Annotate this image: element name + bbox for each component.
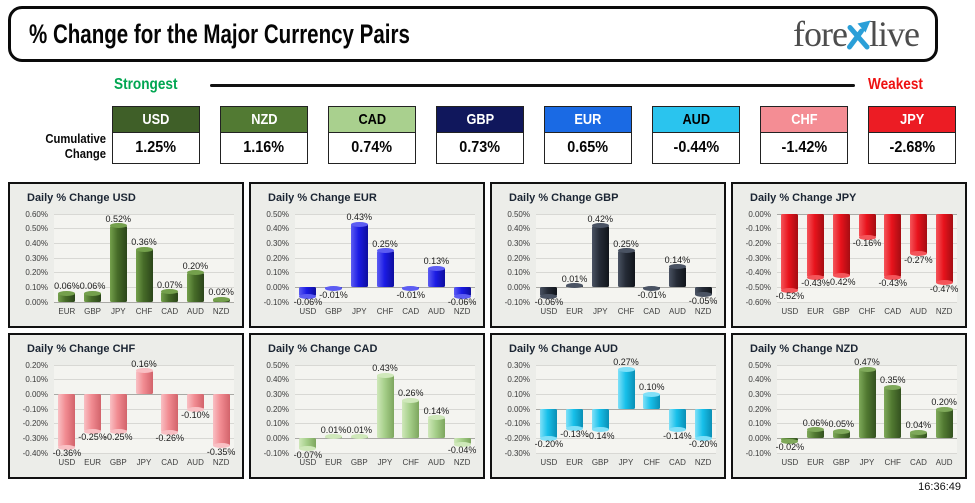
bar-value-label: 0.25% <box>372 238 398 249</box>
bar-JPY <box>377 375 394 438</box>
y-tick-label: 0.10% <box>748 419 771 429</box>
x-category-label: CHF <box>135 307 153 316</box>
cumulative-card-gbp <box>436 106 524 164</box>
gridline <box>777 453 957 454</box>
bar-CHF <box>859 214 876 237</box>
cumulative-value: -1.42% <box>760 133 848 164</box>
cumulative-card-nzd <box>220 106 308 164</box>
bar-AUD <box>428 418 445 439</box>
bar-CHF <box>136 249 153 302</box>
bar-cap <box>84 291 101 296</box>
gridline <box>54 228 234 229</box>
cumulative-card-cad <box>328 106 416 164</box>
chart-jpy <box>731 182 967 328</box>
y-tick-label: -0.20% <box>504 433 530 443</box>
bar-GBP <box>110 394 127 431</box>
y-tick-label: 0.20% <box>748 404 771 414</box>
bar-value-label: -0.20% <box>688 439 718 450</box>
x-category-label: JPY <box>859 458 875 467</box>
x-category-label: NZD <box>935 307 953 316</box>
x-category-label: USD <box>781 307 799 316</box>
y-tick-label: 0.00% <box>748 433 771 443</box>
x-category-label: AUD <box>909 307 927 316</box>
y-tick-label: -0.30% <box>745 253 771 263</box>
cumulative-value: 1.16% <box>220 133 308 164</box>
x-category-label: EUR <box>807 307 824 316</box>
x-category-label: NZD <box>453 307 471 316</box>
bar-cap <box>643 392 660 397</box>
cumulative-card-aud <box>652 106 740 164</box>
bar-value-label: 0.01% <box>346 424 373 435</box>
chart-title: Daily % Change CHF <box>27 343 136 355</box>
currency-code-badge: NZD <box>220 106 308 133</box>
x-category-label: NZD <box>694 307 712 316</box>
x-category-label: EUR <box>566 307 583 316</box>
bar-cap <box>618 367 635 372</box>
chart-usd <box>8 182 244 328</box>
y-tick-label: 0.00% <box>507 404 530 414</box>
x-category-label: JPY <box>110 307 126 316</box>
y-tick-label: 0.30% <box>266 238 289 248</box>
bar-value-label: -0.10% <box>181 410 210 420</box>
cumulative-value: -0.44% <box>652 133 740 164</box>
x-category-label: AUD <box>668 307 686 316</box>
gridline <box>54 423 234 424</box>
cumulative-change-row <box>8 106 956 164</box>
logo-text-fore: fore <box>793 14 848 54</box>
y-tick-label: 0.40% <box>507 224 530 234</box>
bar-value-label: 0.06% <box>802 417 829 428</box>
y-tick-label: -0.10% <box>504 419 530 429</box>
gridline <box>295 228 475 229</box>
x-category-label: CAD <box>161 307 179 316</box>
bar-cap <box>377 248 394 253</box>
y-tick-label: 0.10% <box>507 389 530 399</box>
y-tick-label: -0.30% <box>504 448 530 458</box>
chart-title: Daily % Change NZD <box>750 343 859 355</box>
bar-value-label: -0.25% <box>104 432 133 442</box>
cumulative-card-usd <box>112 106 200 164</box>
x-category-label: USD <box>540 458 558 467</box>
y-tick-label: 0.40% <box>25 238 48 248</box>
x-category-label: NZD <box>694 458 712 467</box>
bar-NZD <box>213 394 230 445</box>
cumulative-card-eur <box>544 106 632 164</box>
bar-value-label: -0.07% <box>293 449 323 460</box>
bar-AUD <box>910 214 927 254</box>
bar-cap <box>136 247 153 252</box>
bar-cap <box>910 430 927 435</box>
chart-eur <box>249 182 485 328</box>
x-category-label: CAD <box>884 307 902 316</box>
cumulative-value: 1.25% <box>112 133 200 164</box>
chart-title: Daily % Change CAD <box>268 343 378 355</box>
bar-CAD <box>884 214 901 277</box>
bar-cap <box>213 297 230 302</box>
bar-value-label: 0.26% <box>397 388 424 399</box>
y-tick-label: 0.00% <box>507 282 530 292</box>
bar-value-label: 0.25% <box>613 238 639 249</box>
gridline <box>536 453 716 454</box>
x-category-label: NZD <box>453 458 471 467</box>
y-tick-label: 0.20% <box>507 375 530 385</box>
x-category-label: GBP <box>84 307 102 316</box>
y-tick-label: -0.10% <box>22 404 48 414</box>
chart-title: Daily % Change GBP <box>509 192 619 204</box>
bar-value-label: 0.16% <box>131 358 157 369</box>
bar-value-label: 0.07% <box>156 279 183 290</box>
x-category-label: GBP <box>591 458 609 467</box>
bar-value-label: -0.06% <box>534 297 564 308</box>
cumulative-value: 0.74% <box>328 133 416 164</box>
charts-grid <box>8 182 967 479</box>
bar-cap <box>618 248 635 253</box>
gridline <box>777 272 957 273</box>
x-category-label: CHF <box>617 307 635 316</box>
x-category-label: CAD <box>909 458 927 467</box>
y-tick-label: -0.10% <box>745 224 771 234</box>
y-tick-label: 0.20% <box>266 253 289 263</box>
currency-code-badge: EUR <box>544 106 632 133</box>
bar-value-label: 0.43% <box>346 212 373 223</box>
x-category-label: CAD <box>161 458 179 467</box>
logo-x-arrow-icon <box>846 20 871 50</box>
x-category-label: CHF <box>884 458 901 467</box>
chart-title: Daily % Change AUD <box>509 343 619 355</box>
gridline <box>295 214 475 215</box>
y-tick-label: -0.10% <box>745 448 771 458</box>
y-tick-label: 0.20% <box>266 404 289 414</box>
y-tick-label: 0.30% <box>25 253 48 263</box>
x-category-label: USD <box>58 458 76 467</box>
bar-NZD <box>936 214 953 283</box>
bar-value-label: 0.20% <box>182 260 209 271</box>
bar-value-label: -0.43% <box>801 278 830 289</box>
bar-cap <box>884 385 901 390</box>
x-category-label: CHF <box>858 307 876 316</box>
cumulative-value: 0.73% <box>436 133 524 164</box>
cumulative-card-chf <box>760 106 848 164</box>
weakest-label: Weakest <box>868 76 923 93</box>
header-banner <box>8 6 938 62</box>
y-tick-label: 0.50% <box>748 360 771 370</box>
x-category-label: AUD <box>427 307 445 316</box>
bar-value-label: 0.14% <box>664 254 691 265</box>
bar-value-label: -0.43% <box>878 278 907 289</box>
bar-value-label: 0.01% <box>561 273 588 284</box>
chart-title: Daily % Change USD <box>27 192 136 204</box>
x-category-label: GBP <box>832 458 850 467</box>
x-category-label: AUD <box>186 307 204 316</box>
x-category-label: USD <box>540 307 558 316</box>
y-tick-label: -0.20% <box>22 419 48 429</box>
x-category-label: CHF <box>402 458 419 467</box>
bar-value-label: -0.42% <box>827 276 856 287</box>
bar-value-label: -0.04% <box>447 445 477 456</box>
x-category-label: JPY <box>592 307 608 316</box>
x-category-label: EUR <box>325 458 342 467</box>
x-category-label: EUR <box>566 458 583 467</box>
x-category-label: EUR <box>807 458 824 467</box>
bar-value-label: 0.42% <box>587 213 614 224</box>
currency-code-badge: GBP <box>436 106 524 133</box>
gridline <box>777 302 957 303</box>
y-tick-label: 0.20% <box>25 268 48 278</box>
currency-code-badge: AUD <box>652 106 740 133</box>
bar-cap <box>402 398 419 403</box>
x-category-label: JPY <box>351 307 367 316</box>
gridline <box>536 214 716 215</box>
y-tick-label: 0.50% <box>266 209 289 219</box>
chart-title: Daily % Change JPY <box>750 192 857 204</box>
bar-value-label: -0.02% <box>775 442 805 453</box>
bar-value-label: -0.01% <box>319 289 348 300</box>
y-tick-label: -0.20% <box>745 238 771 248</box>
chart-nzd <box>731 333 967 479</box>
bar-JPY <box>592 226 609 288</box>
y-tick-label: -0.10% <box>263 297 289 307</box>
bar-EUR <box>807 214 824 277</box>
x-category-label: JPY <box>618 458 634 467</box>
forexlive-logo <box>793 13 919 55</box>
chart-chf <box>8 333 244 479</box>
bar-CHF <box>884 387 901 438</box>
chart-cad <box>249 333 485 479</box>
y-tick-label: -0.40% <box>22 448 48 458</box>
bar-AUD <box>428 268 445 287</box>
bar-JPY <box>136 371 153 394</box>
bar-value-label: -0.35% <box>206 446 236 457</box>
x-category-label: GBP <box>832 307 850 316</box>
bar-value-label: 0.05% <box>828 419 855 429</box>
cumulative-value: 0.65% <box>544 133 632 164</box>
y-tick-label: -0.50% <box>745 282 771 292</box>
bar-NZD <box>695 409 712 438</box>
x-category-label: CHF <box>376 307 394 316</box>
page-title: % Change for the Major Currency Pairs <box>29 18 410 49</box>
y-tick-label: -0.10% <box>504 297 530 307</box>
y-tick-label: -0.60% <box>745 297 771 307</box>
y-tick-label: 0.40% <box>748 375 771 385</box>
y-tick-label: 0.00% <box>748 209 771 219</box>
bar-value-label: 0.14% <box>423 405 450 416</box>
bar-value-label: -0.06% <box>293 297 323 308</box>
bar-value-label: -0.25% <box>78 432 107 442</box>
x-category-label: AUD <box>935 458 953 467</box>
gridline <box>536 423 716 424</box>
logo-text-live: live <box>869 14 919 54</box>
chart-title: Daily % Change EUR <box>268 192 377 204</box>
x-category-label: AUD <box>186 458 204 467</box>
y-tick-label: -0.40% <box>745 268 771 278</box>
bar-cap <box>377 373 394 378</box>
x-category-label: USD <box>299 458 317 467</box>
x-category-label: NZD <box>212 458 230 467</box>
bar-value-label: -0.26% <box>155 433 184 444</box>
x-category-label: CAD <box>643 307 661 316</box>
currency-code-badge: CAD <box>328 106 416 133</box>
y-tick-label: 0.30% <box>266 389 289 399</box>
y-tick-label: 0.00% <box>266 433 289 443</box>
chart-aud <box>490 333 726 479</box>
y-tick-label: -0.10% <box>263 448 289 458</box>
bar-value-label: -0.14% <box>663 430 692 441</box>
timestamp: 16:36:49 <box>918 481 961 493</box>
x-category-label: GBP <box>350 458 368 467</box>
bar-EUR <box>84 394 101 431</box>
y-tick-label: 0.10% <box>266 419 289 429</box>
y-tick-label: 0.30% <box>507 360 530 370</box>
currency-code-badge: JPY <box>868 106 956 133</box>
bar-value-label: 0.01% <box>320 424 347 435</box>
x-category-label: CHF <box>643 458 660 467</box>
x-category-label: USD <box>299 307 317 316</box>
x-category-label: EUR <box>84 458 101 467</box>
x-category-label: CAD <box>668 458 686 467</box>
bar-value-label: 0.04% <box>905 420 932 431</box>
x-category-label: USD <box>781 458 799 467</box>
y-tick-label: 0.20% <box>25 360 48 370</box>
y-tick-label: 0.00% <box>25 389 48 399</box>
cumulative-card-jpy <box>868 106 956 164</box>
bar-cap <box>859 367 876 372</box>
y-tick-label: 0.50% <box>507 209 530 219</box>
x-category-label: CAD <box>402 307 420 316</box>
y-tick-label: 0.10% <box>507 268 530 278</box>
bar-value-label: -0.06% <box>447 297 477 308</box>
bar-value-label: -0.20% <box>534 439 564 450</box>
bar-value-label: -0.13% <box>560 429 589 440</box>
bar-value-label: 0.52% <box>105 213 132 224</box>
gridline <box>54 214 234 215</box>
bar-value-label: -0.01% <box>637 289 666 300</box>
bar-CHF <box>377 251 394 288</box>
bar-value-label: 0.10% <box>638 382 665 393</box>
bar-cap <box>936 407 953 412</box>
bar-CHF <box>618 251 635 288</box>
bar-value-label: -0.27% <box>904 254 933 265</box>
bar-cap <box>428 266 445 271</box>
y-tick-label: 0.10% <box>25 375 48 385</box>
bar-value-label: -0.01% <box>396 289 425 300</box>
chart-gbp <box>490 182 726 328</box>
bar-cap <box>833 429 850 434</box>
bar-value-label: 0.20% <box>931 397 957 407</box>
bar-value-label: 0.36% <box>131 237 157 248</box>
x-category-label: JPY <box>136 458 152 467</box>
currency-code-badge: CHF <box>760 106 848 133</box>
y-tick-label: 0.30% <box>507 238 530 248</box>
bar-value-label: 0.27% <box>613 357 639 368</box>
bar-value-label: -0.47% <box>929 283 959 294</box>
bar-JPY <box>351 224 368 287</box>
bar-value-label: 0.13% <box>423 256 450 267</box>
bar-value-label: 0.02% <box>208 287 234 298</box>
y-tick-label: 0.20% <box>507 253 530 263</box>
bar-AUD <box>936 409 953 438</box>
y-tick-label: 0.00% <box>266 282 289 292</box>
bar-value-label: -0.14% <box>586 430 615 441</box>
bar-value-label: -0.36% <box>52 448 82 459</box>
y-tick-label: 0.10% <box>25 282 48 292</box>
y-tick-label: 0.30% <box>748 389 771 399</box>
x-category-label: GBP <box>325 307 343 316</box>
bar-value-label: 0.06% <box>79 281 106 292</box>
cumulative-change-label: Cumulative Change <box>45 132 106 161</box>
y-tick-label: 0.40% <box>266 224 289 234</box>
bar-value-label: -0.05% <box>688 295 718 306</box>
strength-scale <box>0 76 975 96</box>
bar-value-label: 0.43% <box>372 363 398 374</box>
y-tick-label: 0.50% <box>25 224 48 234</box>
x-category-label: JPY <box>377 458 393 467</box>
y-tick-label: 0.40% <box>266 375 289 385</box>
scale-divider-line <box>210 84 855 87</box>
bar-value-label: 0.06% <box>54 281 80 292</box>
gridline <box>536 228 716 229</box>
x-category-label: AUD <box>427 458 445 467</box>
bar-cap <box>351 222 368 227</box>
y-tick-label: 0.10% <box>266 268 289 278</box>
y-tick-label: -0.30% <box>22 433 48 443</box>
y-tick-label: 0.50% <box>266 360 289 370</box>
currency-code-badge: USD <box>112 106 200 133</box>
cumulative-value: -2.68% <box>868 133 956 164</box>
bar-cap <box>58 291 75 296</box>
bar-value-label: 0.47% <box>854 357 880 368</box>
x-category-label: EUR <box>58 307 76 316</box>
y-tick-label: 0.00% <box>25 297 48 307</box>
bar-value-label: -0.16% <box>852 238 882 249</box>
strongest-label: Strongest <box>114 76 178 93</box>
bar-value-label: 0.35% <box>879 375 906 385</box>
bar-AUD <box>669 267 686 288</box>
bar-value-label: -0.52% <box>775 291 805 302</box>
x-category-label: NZD <box>212 307 230 316</box>
x-category-label: GBP <box>109 458 127 467</box>
y-tick-label: 0.60% <box>25 209 48 219</box>
